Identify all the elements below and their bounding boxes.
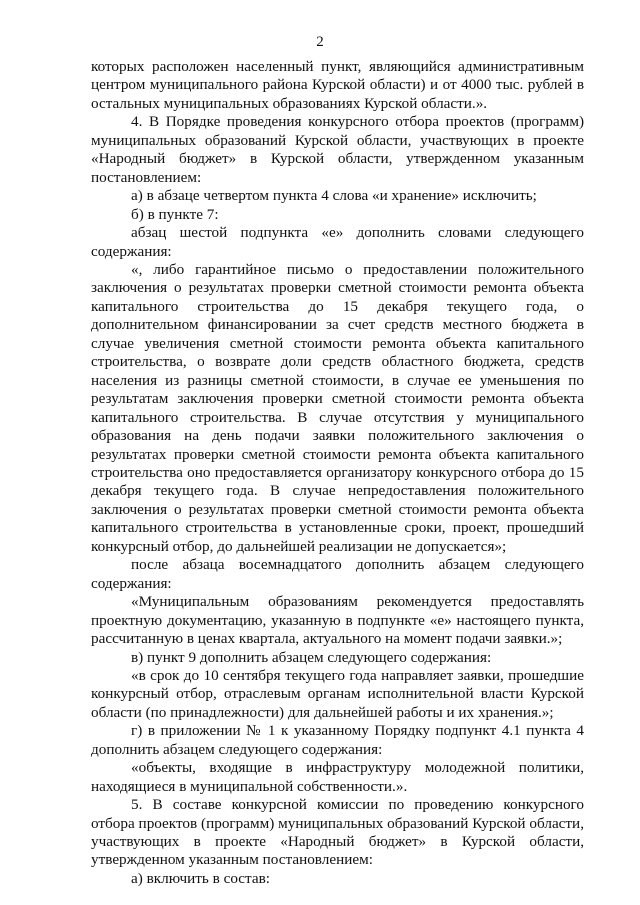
paragraph: а) в абзаце четвертом пункта 4 слова «и хранение» исключить; (131, 187, 537, 205)
paragraph: после абзаца восемнадцатого дополнить абзацем следующего содержания: (91, 556, 584, 592)
paragraph: «Муниципальным образованиям рекомендуется предоставлять проектную документацию, указанную в подпункте «е» настоящего пункта, рассчитанную в ценах квартала, актуального на момент подачи заявки.»; (91, 593, 584, 648)
paragraph: «объекты, входящие в инфраструктуру молодежной политики, находящиеся в муниципальной собственности.». (91, 759, 584, 795)
paragraph: в) пункт 9 дополнить абзацем следующего содержания: (131, 648, 492, 666)
paragraph: 5. В составе конкурсной комиссии по проведению конкурсного отбора проектов (программ) муниципальных образований Курской области, участвующих в проекте «Народный бюджет» в Курской области, утвержденном указанным постановлением: (91, 796, 584, 869)
paragraph: которых расположен населенный пункт, являющийся административным центром муниципального района Курской области) и от 4000 тыс. рублей в остальных муниципальных образованиях Курской области.». (91, 58, 584, 112)
paragraph: б) в пункте 7: (131, 205, 219, 223)
paragraph: абзац шестой подпункта «е» дополнить словами следующего содержания: (91, 224, 584, 260)
paragraph: а) включить в состав: (131, 869, 270, 887)
paragraph: «в срок до 10 сентября текущего года направляет заявки, прошедшие конкурсный отбор, отраслевым органам исполнительной власти Курской области (по принадлежности) для дальнейшей работы и их хранения.»; (91, 666, 584, 721)
paragraph: г) в приложении № 1 к указанному Порядку подпункт 4.1 пункта 4 дополнить абзацем следующего содержания: (91, 722, 584, 758)
paragraph: «, либо гарантийное письмо о предоставлении положительного заключения о результатах проверки сметной стоимости ремонта объекта капитального строительства до 15 декабря текущего года, о дополнительном финансировании за счет средств местного бюджета в случае увеличения сметной стоимости ремонта объекта капитального строительства, о возврате доли средств областного бюджета, средств населения из разницы сметной стоимости, в случае ее уменьшения по результатам заключения проверки сметной стоимости ремонта объекта капитального строительства. В случае отсутствия у муниципального образования на день подачи заявки положительного заключения о результатах проверки сметной стоимости ремонта объекта капитального строительства оно предоставляется организатору конкурсного отбора до 15 декабря текущего года. В случае непредоставления положительного заключения о результатах проверки сметной стоимости ремонта объекта капитального строительства в установленные сроки, проект, прошедший конкурсный отбор, до дальнейшей реализации не допускается»; (91, 260, 584, 555)
document-body (91, 58, 584, 888)
paragraph: 4. В Порядке проведения конкурсного отбора проектов (программ) муниципальных образований Курской области, участвующих в проекте «Народный бюджет» в Курской области, утвержденном указанным постановлением: (91, 113, 584, 186)
page-number: 2 (316, 34, 324, 50)
